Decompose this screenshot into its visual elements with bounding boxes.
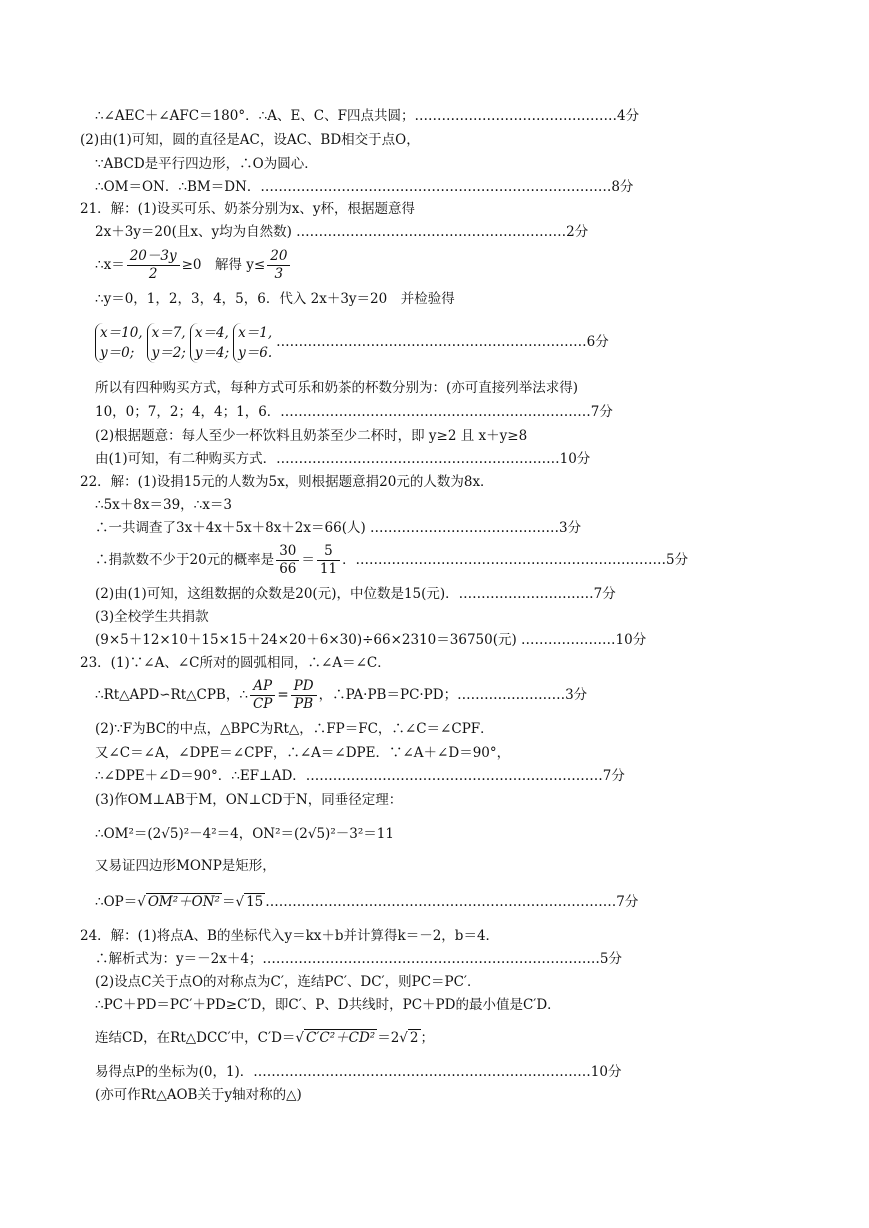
sqrt-radicand: C′C²＋CD² <box>306 1030 376 1046</box>
equals-sign: ＝ <box>301 552 315 568</box>
equation-system <box>233 323 272 363</box>
line-q21-summary: 所以有四种购买方式，每种方式可乐和奶茶的杯数分别为：(亦可直接列举法求得) <box>95 380 579 396</box>
line-q22-part3: (3)全校学生共捐款 <box>95 609 209 625</box>
fraction-numerator: PD <box>291 678 317 696</box>
line-q21-intro: 21．解：(1)设买可乐、奶茶分别为x、y杯，根据题意得 <box>80 201 416 217</box>
q23-similar-prefix: ∴Rt△APD∽Rt△CPB，∴ <box>95 687 248 703</box>
equation-system <box>190 323 229 363</box>
system-row: y＝4; <box>194 344 230 361</box>
line-q21-answers: 10，0；7，2；4，4；1，6．……………………………………………………………7分 <box>95 404 613 420</box>
system-row: x＝4, <box>194 324 229 341</box>
line-q24-distance <box>95 1025 434 1051</box>
system-row: y＝6. <box>238 344 273 361</box>
line-q23-intro: 23．(1)∵∠A、∠C所对的圆弧相同，∴∠A＝∠C． <box>80 655 391 671</box>
q23-op-prefix: ∴OP＝ <box>95 894 138 910</box>
line-q23-op <box>95 889 638 915</box>
equation-system <box>147 323 186 363</box>
line-q22-solve: ∴5x＋8x＝39，∴x＝3 <box>95 497 232 513</box>
system-row: y＝2; <box>151 344 186 361</box>
q22-prob-prefix: ∴捐款数不少于20元的概率是 <box>95 552 275 568</box>
line-q24-alternative: (亦可作Rt△AOB关于y轴对称的△) <box>95 1087 302 1103</box>
line-q21-inequality <box>95 246 292 284</box>
line-q20-concyclic: ∴∠AEC＋∠AFC＝180°．∴A、E、C、F四点共圆；………………………………………4分 <box>95 108 640 124</box>
fraction-denominator: 3 <box>274 266 284 282</box>
system-row: x＝7, <box>151 324 186 341</box>
line-q24-intro: 24．解：(1)将点A、B的坐标代入y＝kx＋b并计算得k＝－2，b＝4． <box>80 928 500 944</box>
score-leader: ．……………………………………………………………5分 <box>342 552 689 568</box>
fraction-denominator: 2 <box>148 266 158 282</box>
line-q24-minimum: ∴PC＋PD＝PC′＋PD≥C′D，即C′、P、D共线时，PC＋PD的最小值是C′D． <box>95 997 561 1013</box>
fraction-simplified <box>317 543 340 578</box>
line-q21-part2-result: 由(1)可知，有二种购买方式．………………………………………………………10分 <box>95 451 591 467</box>
line-q22-probability <box>95 541 688 579</box>
fraction-x <box>127 248 180 283</box>
line-q21-equation: 2x＋3y＝20(且x、y均为自然数) ……………………………………………………2分 <box>95 224 589 240</box>
fraction-numerator: 20 <box>267 248 290 266</box>
line-q24-expression: ∴解析式为：y＝－2x＋4；…………………………………………………………………5分 <box>95 951 623 967</box>
sqrt-sign: √ <box>399 1030 408 1046</box>
equals-sign: = <box>277 687 289 703</box>
q24-distance-end: ； <box>420 1030 434 1046</box>
line-q21-systems <box>95 320 609 364</box>
line-q23-part3: (3)作OM⊥AB于M，ON⊥CD于N，同垂径定理： <box>95 792 403 808</box>
line-q23-similar <box>95 676 587 714</box>
line-q23-perpendicular: ∴∠DPE＋∠D＝90°．∴EF⊥AD．…………………………………………………………7分 <box>95 768 625 784</box>
fraction-y <box>267 248 290 283</box>
fraction-numerator: AP <box>250 678 275 696</box>
score-leader: ……………………………………………………………………7分 <box>265 894 639 910</box>
sqrt-radicand: OM²＋ON² <box>147 894 220 910</box>
fraction-probability <box>276 543 299 578</box>
line-q20-part2: (2)由(1)可知，圆的直径是AC，设AC、BD相交于点O， <box>80 132 420 148</box>
line-q22-intro: 22．解：(1)设捐15元的人数为5x，则根据题意捐20元的人数为8x． <box>80 474 494 490</box>
line-q23-om-on: ∴OM²＝(2√5)²－4²＝4，ON²＝(2√5)²－3²＝11 <box>95 826 394 842</box>
fraction-numerator: 5 <box>317 543 340 561</box>
fraction-numerator: 30 <box>276 543 299 561</box>
sqrt-sign: √ <box>235 894 245 910</box>
sqrt-radicand: 2 <box>409 1030 419 1046</box>
fraction-denominator: 66 <box>279 561 297 577</box>
line-q22-total: ∴一共调查了3x＋4x＋5x＋8x＋2x＝66(人) ……………………………………3分 <box>95 520 582 536</box>
sqrt-sign: √ <box>295 1030 304 1046</box>
line-q24-part2: (2)设点C关于点O的对称点为C′，连结PC′、DC′，则PC＝PC′． <box>95 974 481 990</box>
fraction-ap-cp <box>250 678 275 713</box>
fraction-denominator: CP <box>252 696 273 712</box>
equation-system <box>95 323 143 363</box>
line-q22-mode-median: (2)由(1)可知，这组数据的众数是20(元)，中位数是15(元)．…………………………7分 <box>95 586 616 602</box>
q24-distance-prefix: 连结CD，在Rt△DCC′中，C′D＝ <box>95 1030 296 1046</box>
system-row: x＝10, <box>100 324 143 341</box>
line-q24-point-p: 易得点P的坐标为(0，1)．…………………………………………………………………10分 <box>95 1064 622 1080</box>
line-q23-angles: 又∠C＝∠A，∠DPE＝∠CPF，∴∠A＝∠DPE．∵∠A＋∠D＝90°， <box>95 745 511 761</box>
line-q23-rectangle: 又易证四边形MONP是矩形， <box>95 858 276 874</box>
fraction-pd-pb <box>291 678 317 713</box>
line-q21-values: ∴y＝0，1，2，3，4，5，6．代入 2x＋3y＝20 并检验得 <box>95 291 455 307</box>
line-q20-conclusion: ∴OM＝ON．∴BM＝DN．……………………………………………………………………8分 <box>95 179 634 195</box>
q21-ineq-mid: ≥0 解得 y≤ <box>181 257 266 273</box>
fraction-denominator: 11 <box>319 561 338 577</box>
q21-ineq-prefix: ∴x＝ <box>95 257 125 273</box>
system-row: y＝0; <box>100 344 135 361</box>
line-q23-part2: (2)∵F为BC的中点，△BPC为Rt△，∴FP＝FC，∴∠C＝∠CPF． <box>95 721 494 737</box>
sqrt-radicand: 15 <box>246 894 264 910</box>
line-q20-parallelogram: ∵ABCD是平行四边形，∴O为圆心． <box>95 156 318 172</box>
score-leader: ，∴PA·PB＝PC·PD；……………………3分 <box>318 687 588 703</box>
sqrt-sign: √ <box>137 894 146 910</box>
line-q22-donation-total: (9×5＋12×10＋15×15＋24×20＋6×30)÷66×2310＝36750(元) …………………10分 <box>95 632 647 648</box>
score-leader: ……………………………………………………………6分 <box>276 334 609 350</box>
line-q21-part2: (2)根据题意：每人至少一杯饮料且奶茶至少二杯时，即 y≥2 且 x＋y≥8 <box>95 428 528 444</box>
fraction-numerator: 20－3y <box>127 248 180 266</box>
equals-sign: ＝ <box>221 894 236 910</box>
fraction-denominator: PB <box>294 696 314 712</box>
q24-distance-eq: ＝2 <box>377 1030 400 1046</box>
system-row: x＝1, <box>238 324 273 341</box>
